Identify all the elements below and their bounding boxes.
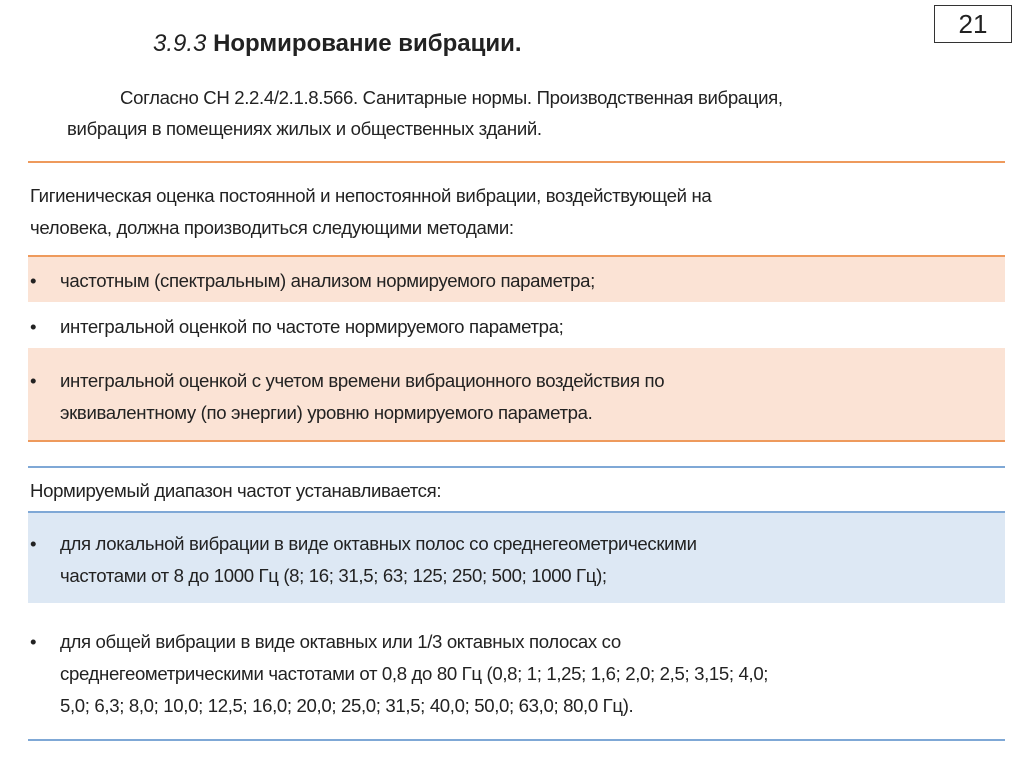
page-number: 21 xyxy=(934,5,1012,43)
divider xyxy=(28,440,1005,442)
divider xyxy=(28,161,1005,163)
method-item-3-line-1: интегральной оценкой с учетом времени вибрационного воздействия по xyxy=(60,370,665,391)
range-item-1-line-1: для локальной вибрации в виде октавных полос со среднегеометрическими xyxy=(60,533,697,554)
bullet: • xyxy=(30,270,37,291)
divider xyxy=(28,255,1005,257)
divider xyxy=(28,511,1005,513)
page-title xyxy=(153,30,522,58)
section1-heading-line-2: человека, должна производиться следующими методами: xyxy=(30,217,514,238)
range-item-1-line-2: частотами от 8 до 1000 Гц (8; 16; 31,5; 63; 125; 250; 500; 1000 Гц); xyxy=(60,565,607,586)
intro-line-1: Согласно СН 2.2.4/2.1.8.566. Санитарные нормы. Производственная вибрация, xyxy=(120,87,783,108)
divider xyxy=(28,466,1005,468)
bullet: • xyxy=(30,533,37,554)
method-item-1: частотным (спектральным) анализом нормируемого параметра; xyxy=(60,270,595,291)
section-number: 3.9.3 xyxy=(153,30,207,57)
bullet: • xyxy=(30,631,37,652)
range-item-2-line-2: среднегеометрическими частотами от 0,8 до 80 Гц (0,8; 1; 1,25; 1,6; 2,0; 2,5; 3,15; 4,0; xyxy=(60,663,769,684)
range-item-2-line-1: для общей вибрации в виде октавных или 1/3 октавных полосах со xyxy=(60,631,621,652)
section2-heading: Нормируемый диапазон частот устанавливается: xyxy=(30,480,442,501)
method-item-3-line-2: эквивалентному (по энергии) уровню нормируемого параметра. xyxy=(60,402,593,423)
section1-heading-line-1: Гигиеническая оценка постоянной и непостоянной вибрации, воздействующей на xyxy=(30,185,712,206)
method-item-2: интегральной оценкой по частоте нормируемого параметра; xyxy=(60,316,564,337)
range-item-2-line-3: 5,0; 6,3; 8,0; 10,0; 12,5; 16,0; 20,0; 25,0; 31,5; 40,0; 50,0; 63,0; 80,0 Гц). xyxy=(60,695,634,716)
bullet: • xyxy=(30,370,37,391)
divider xyxy=(28,739,1005,741)
intro-line-2: вибрация в помещениях жилых и общественных зданий. xyxy=(67,118,542,139)
bullet: • xyxy=(30,316,37,337)
section-title: Нормирование вибрации. xyxy=(213,30,522,57)
